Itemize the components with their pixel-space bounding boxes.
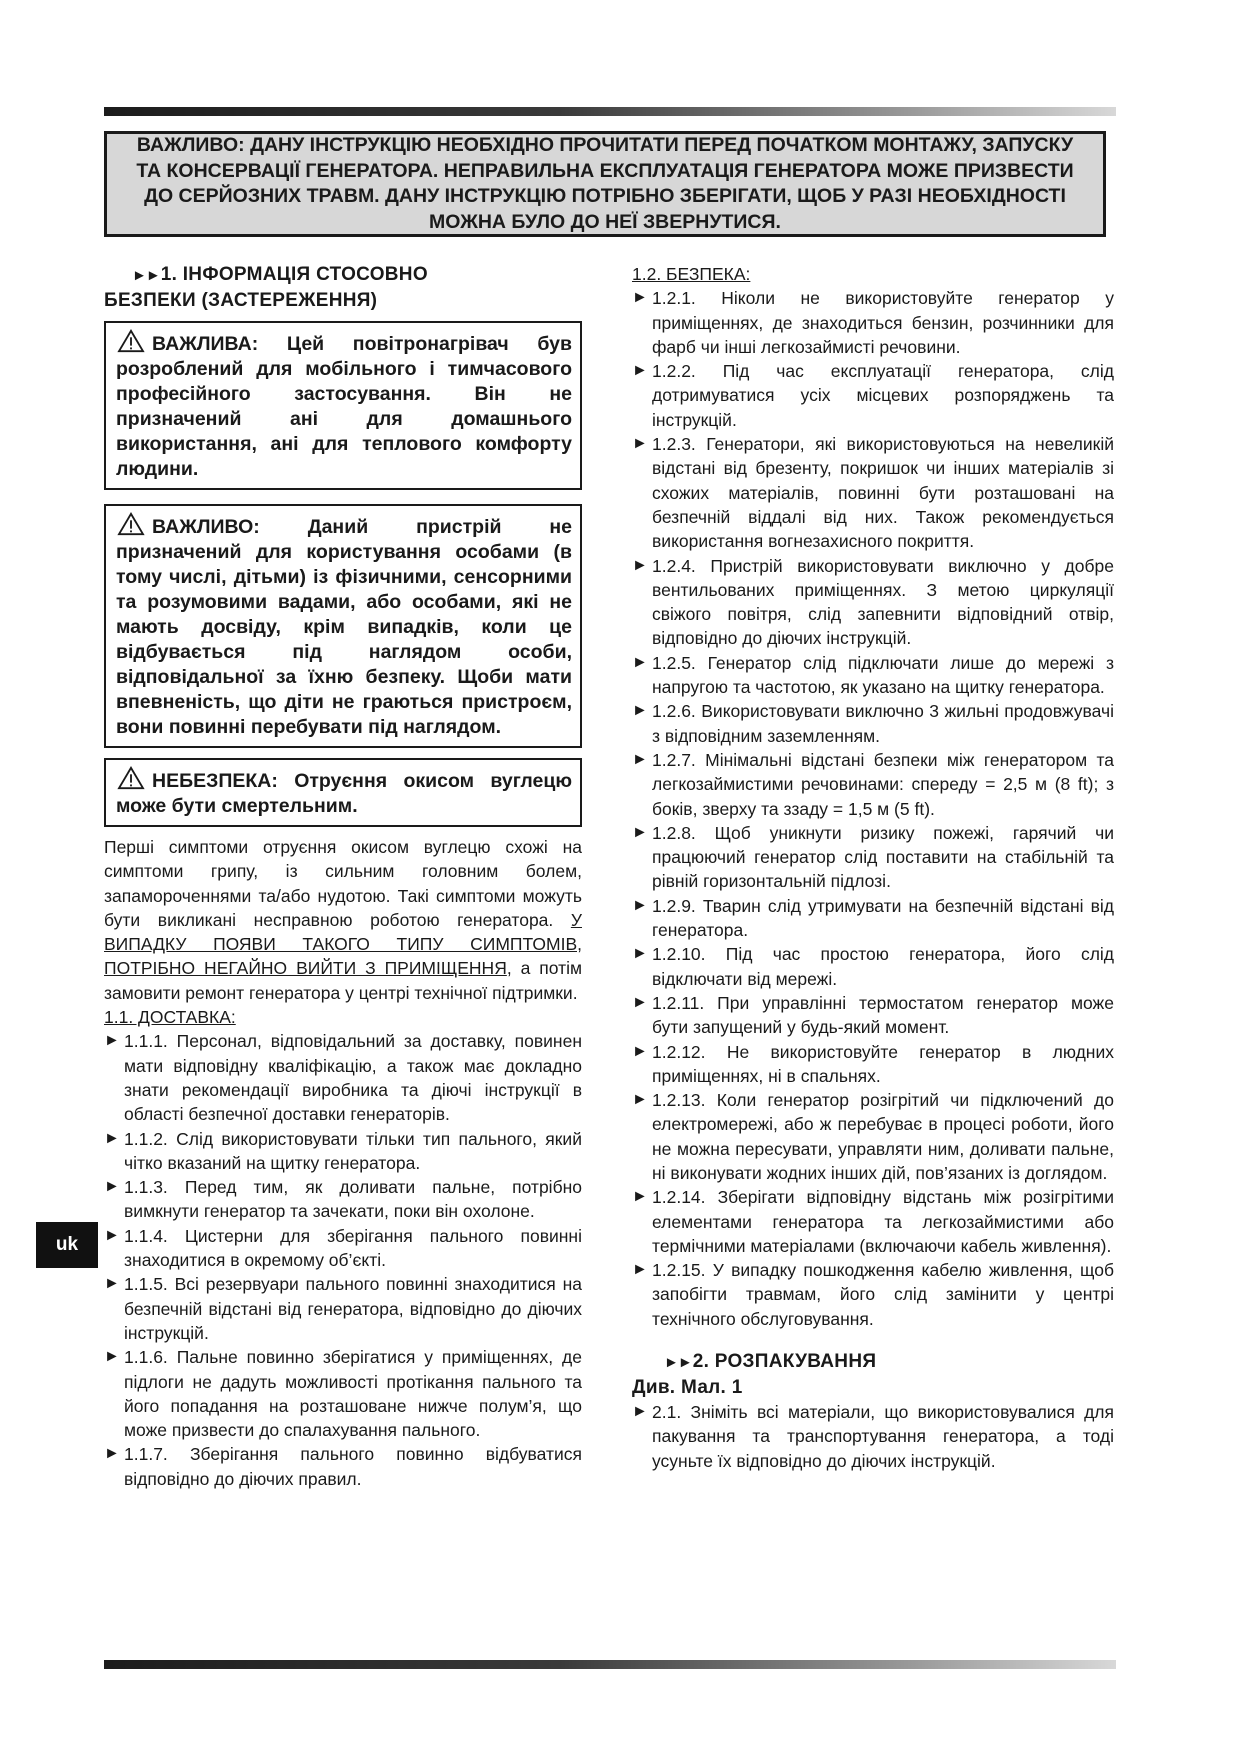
list-item <box>632 748 1114 821</box>
item-text: Пристрій використовувати виключно у добре вентильованих приміщеннях. З метою циркуляції свіжого повітря, слід запевнити відповідний отвір, відповідно до діючих інструкцій. <box>652 555 1114 649</box>
item-marker: ► <box>632 823 648 841</box>
item-number: 1.1.4. <box>124 1225 168 1246</box>
item-text: Не використовуйте генератор в людних приміщеннях, ні в спальнях. <box>652 1041 1114 1086</box>
item-text: Персонал, відповідальний за доставку, повинен мати відповідну кваліфікацію, а також має докладно знати рекомендації виробника та діючі інструкції в області безпечної доставки генераторів. <box>124 1031 582 1125</box>
item-number: 1.2.4. <box>652 555 696 576</box>
list-item <box>632 1040 1114 1089</box>
list-item <box>104 1175 582 1224</box>
section-1-arrows: ►► <box>132 267 160 284</box>
list-item <box>632 1088 1114 1185</box>
danger-label: НЕБЕЗПЕКА: <box>152 770 278 792</box>
section-2-subtitle: Див. Мал. 1 <box>632 1377 743 1399</box>
list-item <box>104 1127 582 1176</box>
item-number: 1.1.6. <box>124 1347 168 1368</box>
item-text: Генератор слід підключати лише до мережі з напругою та частотою, як указано на щитку генератора. <box>652 652 1114 698</box>
item-text: Зберігати відповідну відстань між розігрітими елементами генератора та легкозаймистими або термічними матеріалами (включаючи кабель живлення). <box>652 1187 1114 1256</box>
item-number: 1.2.14. <box>652 1187 706 1208</box>
item-text: Слід використовувати тільки тип пального, який чітко вказаний на щитку генератора. <box>124 1128 582 1173</box>
item-number: 1.2.6. <box>652 701 696 722</box>
item-number: 1.2.7. <box>652 749 696 770</box>
section-1-title-line1: 1. ІНФОРМАЦІЯ СТОСОВНО <box>160 264 428 285</box>
important-notice-text: ВАЖЛИВО: ДАНУ ІНСТРУКЦІЮ НЕОБХІДНО ПРОЧИТАТИ ПЕРЕД ПОЧАТКОМ МОНТАЖУ, ЗАПУСКУ ТА КОНСЕРВАЦІЇ ГЕНЕРАТОРА. НЕПРАВИЛЬНА ЕКСПЛУАТАЦІЯ ГЕНЕРАТОРА МОЖЕ ПРИЗВЕСТИ ДО СЕРЙОЗНИХ ТРАВМ. ДАНУ ІНСТРУКЦІЮ ПОТРІБНО ЗБЕРІГАТИ, ЩОБ У РАЗІ НЕОБХІДНОСТІ МОЖНА БУЛО ДО НЕЇ ЗВЕРНУТИСЯ. <box>136 134 1074 233</box>
list-item <box>632 991 1114 1040</box>
language-tab <box>36 1222 98 1268</box>
item-marker: ► <box>632 1091 648 1109</box>
item-marker: ► <box>632 362 648 380</box>
item-number: 1.1.3. <box>124 1177 168 1198</box>
warning-triangle-icon <box>116 329 146 353</box>
list-item <box>104 1442 582 1491</box>
item-marker: ► <box>104 1445 120 1463</box>
item-number: 2.1. <box>652 1402 682 1423</box>
list-item <box>632 359 1114 432</box>
item-number: 1.2.10. <box>652 944 706 965</box>
item-text: Зніміть всі матеріали, що використовувалися для пакування та транспортування генератора, а тоді усуньте їх відповідно до діючих інструкцій. <box>652 1402 1114 1471</box>
item-marker: ► <box>632 1042 648 1060</box>
item-number: 1.1.2. <box>124 1128 168 1149</box>
item-number: 1.2.2. <box>652 361 696 382</box>
list-item <box>632 821 1114 894</box>
item-marker: ► <box>632 896 648 914</box>
item-marker: ► <box>632 993 648 1011</box>
list-item <box>632 1258 1114 1331</box>
list-item <box>104 1029 582 1126</box>
section-2-title: 2. РОЗПАКУВАННЯ <box>692 1351 877 1373</box>
item-marker: ► <box>104 1348 120 1366</box>
item-marker: ► <box>632 1188 648 1206</box>
list-item <box>104 1345 582 1442</box>
item-text: Всі резервуари пального повинні знаходитися на безпечній відстані від генератора, відповідно до діючих інструкцій. <box>124 1274 582 1343</box>
item-marker: ► <box>632 435 648 453</box>
item-number: 1.2.9. <box>652 895 696 916</box>
top-divider-bar <box>104 107 1116 116</box>
item-number: 1.2.3. <box>652 434 696 455</box>
item-number: 1.2.1. <box>652 288 696 309</box>
item-marker: ► <box>104 1275 120 1293</box>
right-column <box>632 262 1114 1473</box>
item-number: 1.2.8. <box>652 822 696 843</box>
item-text: Пальне повинно зберігатися у приміщеннях, де підлоги не дадуть можливості протікання пального та його попадання на розташоване нижче полум’я, що може призвести до спалахування пального. <box>124 1347 582 1441</box>
warning-triangle-icon <box>116 766 146 790</box>
item-text: При управлінні термостатом генератор може бути запущений у будь-який момент. <box>652 992 1114 1038</box>
item-text: Використовувати виключно 3 жильні продовжувачі з відповідним заземленням. <box>652 701 1114 746</box>
co-symptoms-paragraph <box>104 835 582 1005</box>
language-tab-label: uk <box>55 1234 79 1255</box>
item-text: У випадку пошкодження кабелю живлення, щоб запобігти травмам, його слід замінити у центрі технічного обслуговування. <box>652 1260 1114 1329</box>
item-text: Цистерни для зберігання пального повинні знаходитися в окремому об’єкті. <box>124 1225 582 1271</box>
item-marker: ► <box>104 1129 120 1147</box>
section-1-title-line2: БЕЗПЕКИ (ЗАСТЕРЕЖЕННЯ) <box>104 290 378 311</box>
list-item <box>632 651 1114 700</box>
item-text: Генератори, які використовуються на невеликій відстані від брезенту, покришок чи інших матеріалів зі схожих матеріалів, повинні бути розташовані на безпечній віддалі від них. Також рекомендується використання вогнезахисного покриття. <box>652 434 1114 552</box>
item-number: 1.2.15. <box>652 1260 706 1281</box>
list-item <box>632 699 1114 748</box>
item-number: 1.2.12. <box>652 1041 706 1062</box>
co-text-underlined: У ВИПАДКУ ПОЯВИ ТАКОГО ТИПУ СИМПТОМІВ, ПОТРІБНО НЕГАЙНО ВИЙТИ З ПРИМІЩЕННЯ <box>104 909 582 979</box>
item-text: Коли генератор розігрітий чи підключений до електромережі, або ж перебуває в процесі роботи, його не можна пересувати, управляти ним, доливати пальне, ні виконувати жодних інших дій, пов’язаних із доглядом. <box>652 1090 1114 1183</box>
list-item <box>632 286 1114 359</box>
warning-box-danger <box>104 758 582 827</box>
item-text: Ніколи не використовуйте генератор у приміщеннях, де знаходиться бензин, розчинники для фарб чи інші легкозаймисті речовини. <box>652 288 1114 357</box>
list-item <box>104 1272 582 1345</box>
warning-2-text: Даний пристрій не призначений для користування особами (в тому числі, дітьми) із фізичними, сенсорними та розумовими вадами, або особами, які не мають досвіду, крім випадків, коли це відбувається під наглядом особи, відповідальної за їхню безпеку. Щоби мати впевненість, що діти не граються пристроєм, вони повинні перебувати під наглядом. <box>116 516 572 738</box>
item-text: Під час експлуатації генератора, слід дотримуватися усіх місцевих розпоряджень та інструкцій. <box>652 361 1114 430</box>
item-marker: ► <box>104 1178 120 1196</box>
warning-box-important-1 <box>104 321 582 490</box>
item-marker: ► <box>104 1032 120 1050</box>
item-number: 1.2.13. <box>652 1090 706 1111</box>
item-number: 1.2.5. <box>652 652 696 673</box>
section-2-heading <box>632 1349 1114 1375</box>
item-marker: ► <box>632 945 648 963</box>
item-marker: ► <box>632 556 648 574</box>
item-marker: ► <box>632 750 648 768</box>
delivery-title: 1.1. ДОСТАВКА: <box>104 1007 236 1028</box>
safety-title: 1.2. БЕЗПЕКА: <box>632 264 751 284</box>
warning-1-label: ВАЖЛИВА: <box>152 333 259 355</box>
item-number: 1.1.5. <box>124 1274 168 1295</box>
item-marker: ► <box>104 1226 120 1244</box>
section-2-arrows: ►► <box>664 1354 692 1372</box>
list-item <box>632 432 1114 553</box>
item-marker: ► <box>632 1261 648 1279</box>
warning-triangle-icon <box>116 512 146 536</box>
item-marker: ► <box>632 702 648 720</box>
left-column <box>104 262 582 1491</box>
co-text-after: , а потім замовити ремонт генератора у центрі технічної підтримки. <box>104 958 582 1003</box>
item-number: 1.2.11. <box>652 992 705 1013</box>
important-notice-box <box>104 131 1106 237</box>
warning-box-important-2 <box>104 504 582 748</box>
item-number: 1.1.7. <box>124 1444 168 1465</box>
item-text: Щоб уникнути ризику пожежі, гарячий чи працюючий генератор слід поставити на стабільній та рівній горизонтальній підлозі. <box>652 822 1114 892</box>
list-item <box>104 1224 582 1273</box>
item-text: Перед тим, як доливати пальне, потрібно вимкнути генератор та зачекати, поки він охолоне. <box>124 1177 582 1222</box>
list-item <box>632 1400 1114 1473</box>
list-item <box>632 554 1114 651</box>
item-text: Тварин слід утримувати на безпечній відстані від генератора. <box>652 895 1114 941</box>
bottom-divider-bar <box>104 1660 1116 1669</box>
list-item <box>632 942 1114 991</box>
item-marker: ► <box>632 653 648 671</box>
item-marker: ► <box>632 1403 648 1421</box>
warning-2-label: ВАЖЛИВО: <box>152 516 260 538</box>
co-text-before: Перші симптоми отруєння окисом вуглецю схожі на симптоми грипу, із сильним головним болем, запамороченнями та/або нудотою. Такі симптоми можуть бути викликані несправною роботою генератора. <box>104 837 582 930</box>
item-text: Мінімальні відстані безпеки між генератором та легкозаймистими речовинами: спереду = 2,5 м (8 ft); з боків, зверху та ззаду = 1,5 м (5 ft). <box>652 749 1114 819</box>
section-1-heading <box>104 262 582 288</box>
item-text: Зберігання пального повинно відбуватися відповідно до діючих правил. <box>124 1444 582 1489</box>
warning-1-text: Цей повітронагрівач був розроблений для мобільного і тимчасового професійного застосування. Він не призначений ані для домашнього використання, ані для теплового комфорту людини. <box>116 333 572 480</box>
list-item <box>632 1185 1114 1258</box>
item-text: Під час простою генератора, його слід відключати від мережі. <box>652 944 1114 989</box>
list-item <box>632 894 1114 943</box>
item-number: 1.1.1. <box>124 1031 168 1052</box>
item-marker: ► <box>632 289 648 307</box>
danger-text: Отруєння окисом вуглецю може бути смертельним. <box>116 770 572 817</box>
